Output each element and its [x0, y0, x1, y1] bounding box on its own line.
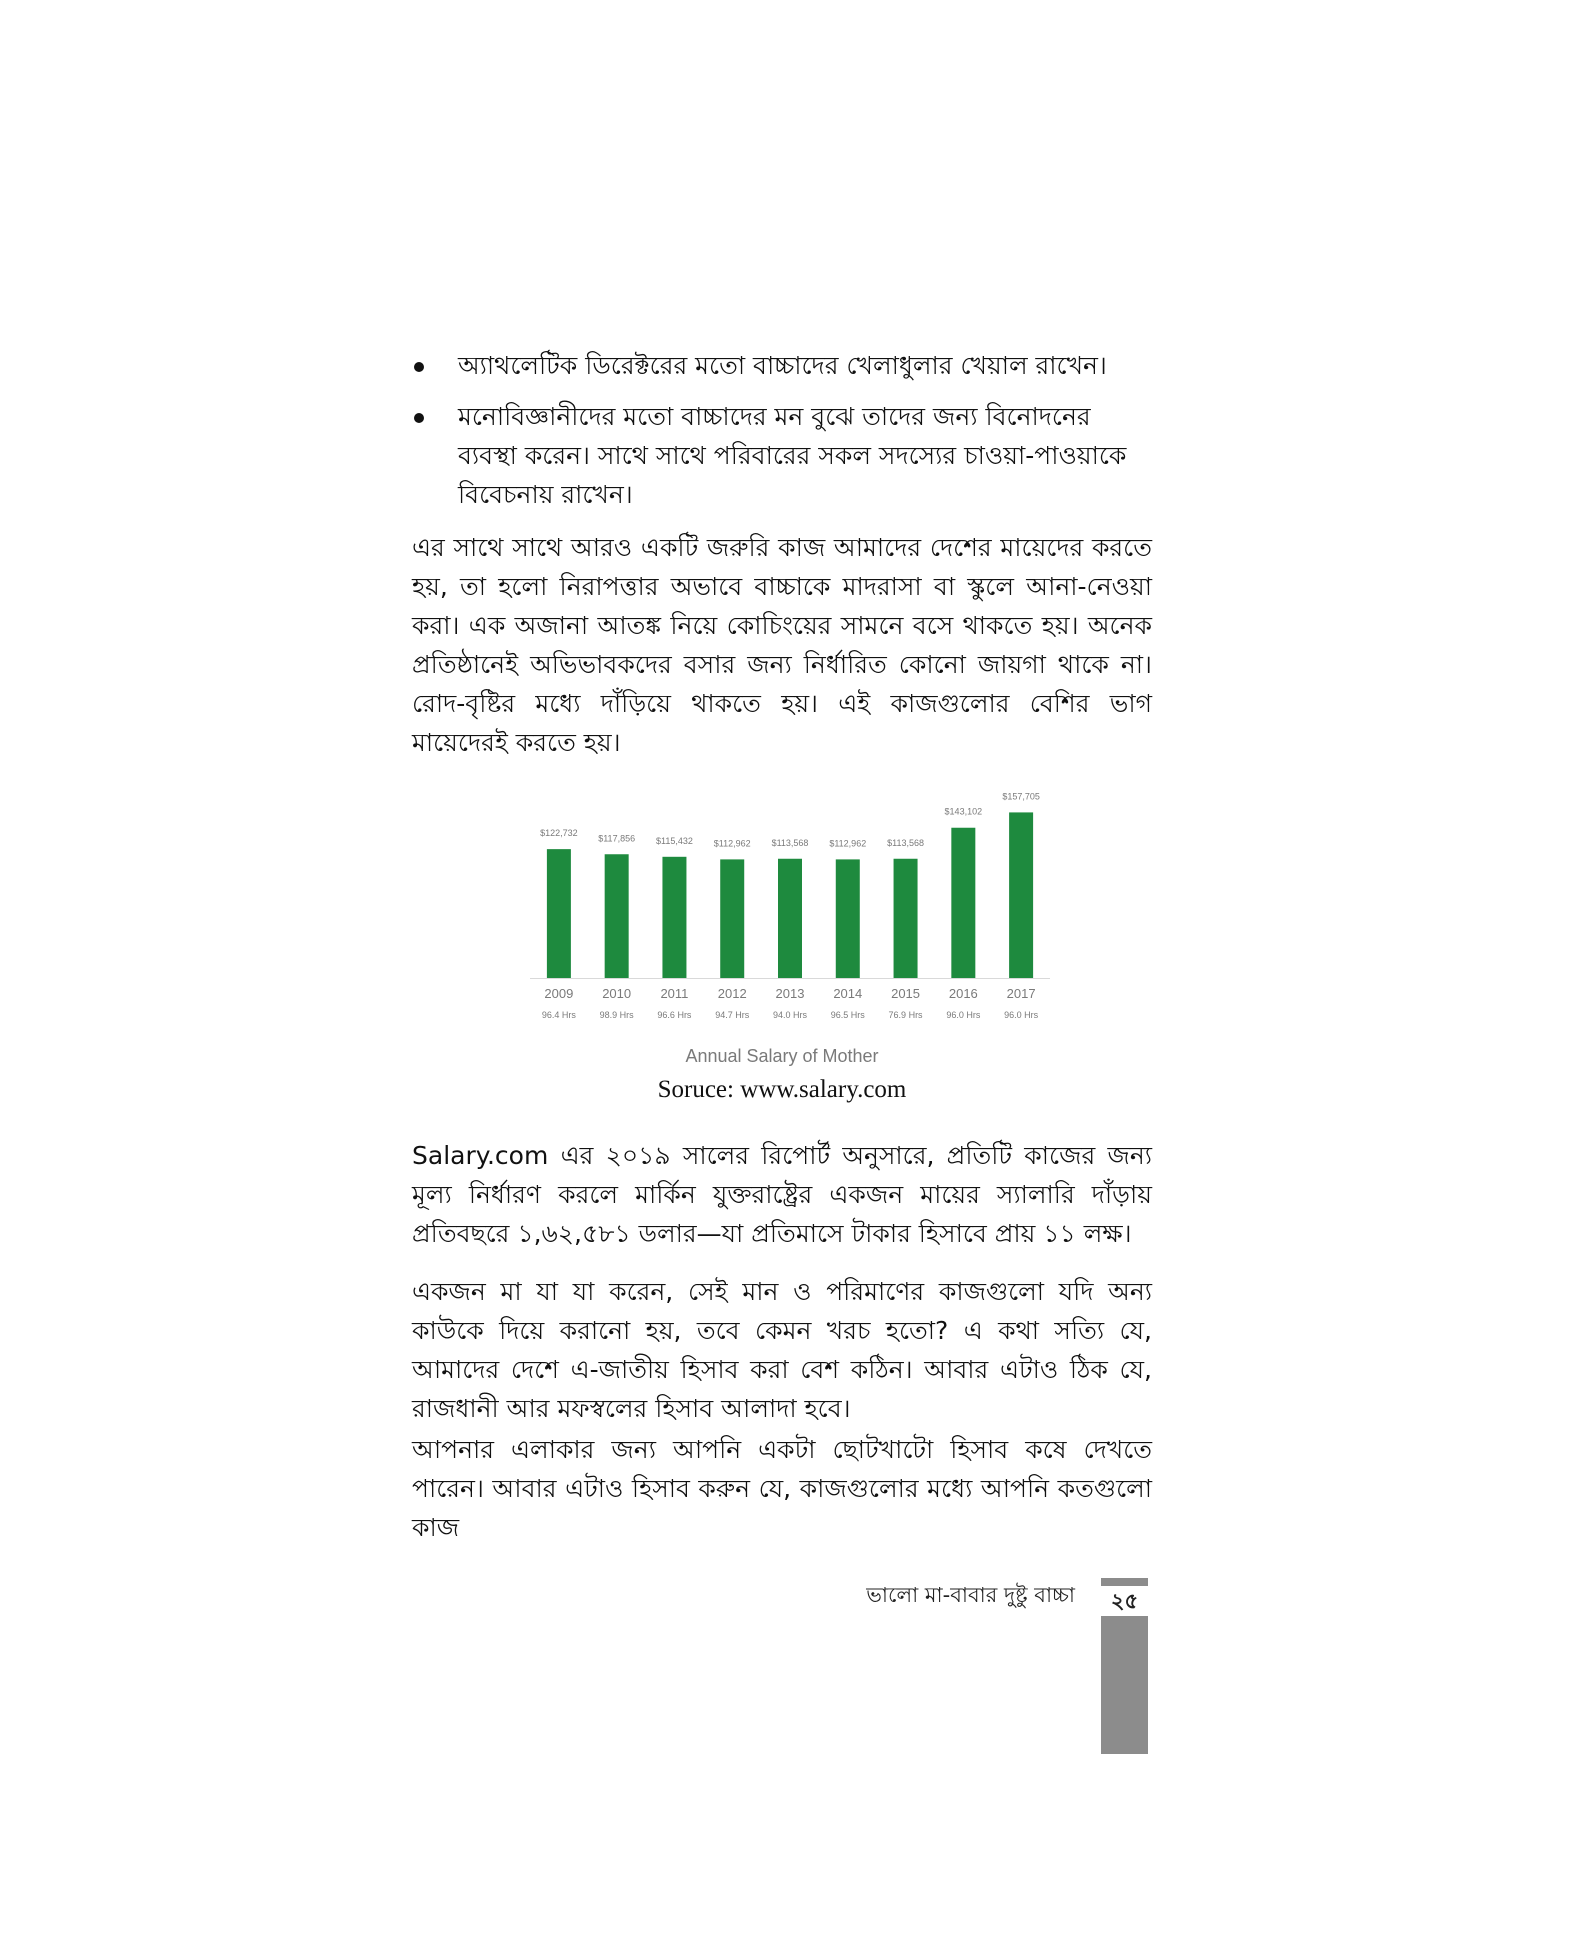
body-paragraph: একজন মা যা যা করেন, সেই মান ও পরিমাণের কাজগুলো যদি অন্য কাউকে দিয়ে করানো হয়, তবে কেমন খরচ হতো? এ কথা সত্যি যে, আমাদের দেশে এ-জাতীয় হিসাব করা বেশ কঠিন। আবার এটাও ঠিক যে, রাজধানী আর মফস্বলের হিসাব আলাদা হবে।: [412, 1277, 1152, 1423]
chart-bar: [951, 828, 975, 978]
footer-book-title: ভালো মা-বাবার দুষ্টু বাচ্চা: [866, 1583, 1075, 1607]
body-paragraph: এর সাথে সাথে আরও একটি জরুরি কাজ আমাদের দেশের মায়েদের করতে হয়, তা হলো নিরাপত্তার অভাবে বাচ্চাকে মাদরাসা বা স্কুলে আনা-নেওয়া করা। এক অজানা আতঙ্ক নিয়ে কোচিংয়ের সামনে বসে থাকতে হয়। অনেক প্রতিষ্ঠানেই অভিভাবকদের বসার জন্য নির্ধারিত কোনো জায়গা থাকে না। রোদ-বৃষ্টির মধ্যে দাঁড়িয়ে থাকতে হয়। এই কাজগুলোর বেশির ভাগ মায়েদেরই করতে হয়।: [412, 533, 1152, 757]
x-tick-sublabel: 94.7 Hrs: [715, 1010, 750, 1020]
x-tick-sublabel: 96.6 Hrs: [657, 1010, 692, 1020]
x-tick-label: 2009: [544, 986, 574, 1001]
bullet-icon: [414, 362, 424, 372]
x-tick-sublabel: 96.5 Hrs: [830, 1010, 865, 1020]
bullet-icon: [414, 413, 424, 423]
bar-value-label: $122,732: [540, 828, 578, 839]
bullet-text: অ্যাথলেটিক ডিরেক্টরের মতো বাচ্চাদের খেলাধুলার খেয়াল রাখেন।: [458, 351, 1107, 380]
x-tick-sublabel: 76.9 Hrs: [888, 1010, 923, 1020]
x-tick-label: 2014: [833, 986, 863, 1001]
salary-bar-chart: [520, 790, 1060, 1030]
page-tab: [1101, 1578, 1148, 1754]
chart-bar: [1009, 812, 1033, 978]
x-tick-sublabel: 96.4 Hrs: [541, 1010, 576, 1020]
page-tab-top: [1101, 1578, 1148, 1586]
chart-bar: [547, 849, 571, 978]
x-tick-label: 2010: [602, 986, 632, 1001]
bar-value-label: $113,568: [771, 837, 809, 848]
chart-canvas: [520, 790, 1060, 1030]
chart-title: Annual Salary of Mother: [685, 1046, 879, 1066]
bar-value-label: $115,432: [656, 835, 693, 846]
bullet-item: [412, 397, 1152, 514]
bar-value-label: $117,856: [598, 833, 636, 844]
bullet-text: মনোবিজ্ঞানীদের মতো বাচ্চাদের মন বুঝে তাদের জন্য বিনোদনের ব্যবস্থা করেন। সাথে সাথে পরিবারের সকল সদস্যের চাওয়া-পাওয়াকে বিবেচনায় রাখেন।: [458, 402, 1127, 509]
x-tick-label: 2015: [891, 986, 921, 1001]
body-paragraph: Salary.com এর ২০১৯ সালের রিপোর্ট অনুসারে, প্রতিটি কাজের জন্য মূল্য নির্ধারণ করলে মার্কিন যুক্তরাষ্ট্রের একজন মায়ের স্যালারি দাঁড়ায় প্রতিবছরে ১,৬২,৫৮১ ডলার—যা প্রতিমাসে টাকার হিসাবে প্রায় ১১ লক্ষ।: [412, 1141, 1152, 1248]
chart-bar: [836, 859, 860, 978]
x-tick-label: 2011: [660, 986, 689, 1001]
bullet-list: [412, 346, 1152, 526]
bullet-item: [412, 346, 1152, 385]
x-tick-label: 2016: [948, 986, 978, 1001]
chart-bar: [894, 859, 918, 978]
page-number: ২৫: [1110, 1589, 1139, 1613]
chart-bar: [605, 854, 629, 978]
bar-value-label: $113,568: [887, 837, 924, 848]
x-tick-label: 2012: [717, 986, 747, 1001]
bar-value-label: $157,705: [1002, 791, 1040, 802]
source-citation: Soruce: www.salary.com: [657, 1076, 907, 1103]
bar-value-label: $112,962: [713, 838, 751, 849]
chart-bar: [778, 859, 802, 978]
x-tick-sublabel: 98.9 Hrs: [599, 1010, 634, 1020]
x-tick-sublabel: 94.0 Hrs: [772, 1010, 808, 1020]
x-tick-label: 2017: [1006, 986, 1036, 1001]
bar-value-label: $143,102: [944, 806, 983, 817]
x-tick-sublabel: 96.0 Hrs: [1004, 1010, 1039, 1020]
page-tab-bar: [1101, 1616, 1148, 1754]
body-paragraph: আপনার এলাকার জন্য আপনি একটা ছোটখাটো হিসাব কষে দেখতে পারেন। আবার এটাও হিসাব করুন যে, কাজগুলোর মধ্যে আপনি কতগুলো কাজ: [412, 1435, 1152, 1542]
x-tick-label: 2013: [775, 986, 805, 1001]
chart-bar: [720, 859, 744, 978]
chart-bar: [662, 857, 686, 978]
bar-value-label: $112,962: [829, 838, 867, 849]
x-tick-sublabel: 96.0 Hrs: [946, 1010, 981, 1020]
